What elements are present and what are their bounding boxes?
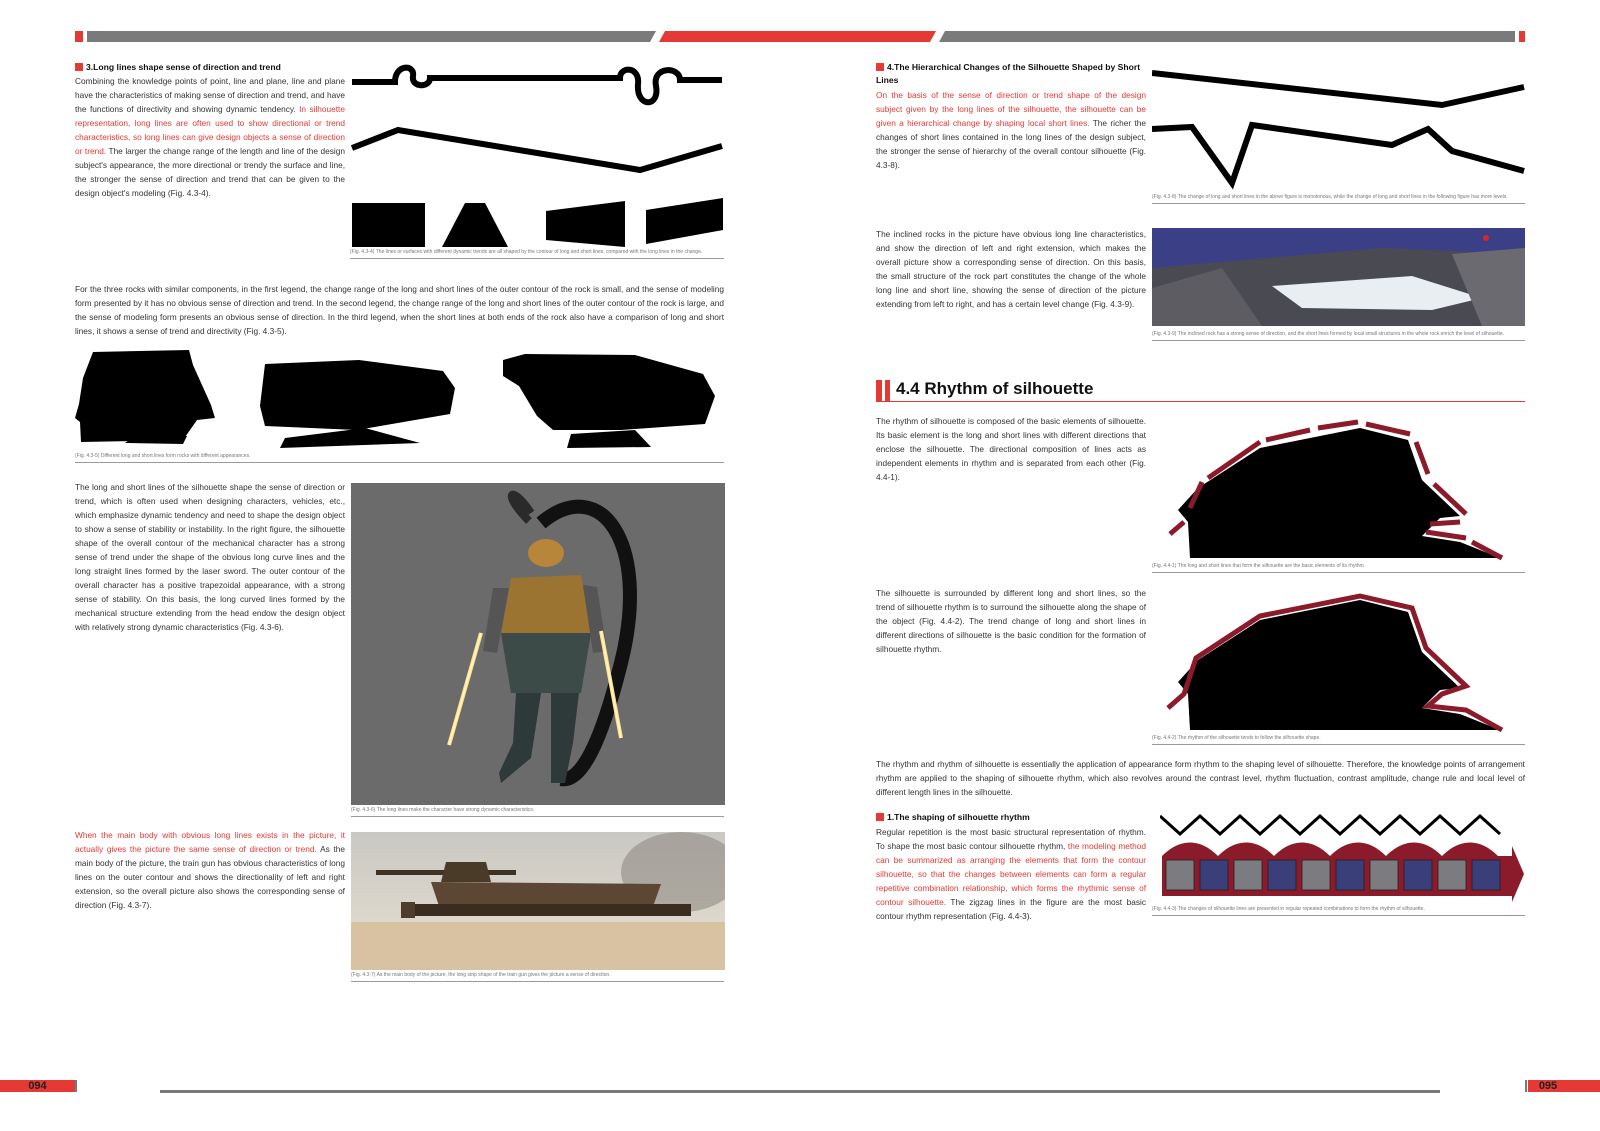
figure-4-3-6-caption: (Fig. 4.3-6) The long lines make the character have strong dynamic characteristics. — [351, 807, 724, 817]
gun-turret — [441, 862, 491, 882]
mech-head — [528, 539, 564, 567]
section-4-heading: 4.The Hierarchical Changes of the Silhouette Shaped by Short Lines — [876, 62, 1141, 85]
figure-4-4-1-caption: (Fig. 4.4-1) The long and short lines that form the silhouette are the basic elements of its rhythm. — [1152, 563, 1525, 573]
train-chassis — [411, 904, 691, 916]
figure-4-4-3-caption: (Fig. 4.4-3) The changes of silhouette lines are presented in regular repeated combinations to form the rhythm of silhouette. — [1152, 906, 1525, 916]
title-underline — [876, 401, 1525, 402]
section-4-4-title: 4.4 Rhythm of silhouette — [896, 379, 1094, 398]
section-4-4-paragraph-4: Regular repetition is the most basic structural representation of rhythm. To shape the most basic contour silhouette rhythm, the modeling method can be summarized as arranging the elements that form the contour silhouette, so that the changes between elements can form a regular repetitive combination relationship, which forms the rhythmic sense of contour silhouette. The zigzag lines in the figure are the most basic contour rhythm representation (Fig. 4.4-3). — [876, 827, 1147, 921]
figure-4-3-5-caption: (Fig. 4.3-5) Different long and short lines form rocks with different appearances. — [75, 453, 724, 463]
figure-4-3-8-caption: (Fig. 4.3-8) The change of long and short lines in the above figure is monotonous, while the change of long and short lines in the following figure has more levels. — [1152, 194, 1525, 204]
figure-4-3-9-caption: (Fig. 4.3-9) The inclined rock has a strong sense of direction, and the short lines formed by local small structures in the whole rock enrich the level of silhouette. — [1152, 331, 1525, 341]
title-accent-bar-2 — [885, 380, 890, 401]
figure-4-3-9-inclined-rock — [1152, 228, 1525, 326]
rock-2 — [260, 360, 455, 430]
wedge-shape — [546, 201, 625, 247]
mech-torso — [501, 575, 591, 635]
trapezoid-shape — [442, 203, 508, 247]
layered-line — [1152, 125, 1524, 183]
top-header-bars — [0, 0, 1600, 50]
figure-4-4-1 — [1160, 418, 1525, 563]
mech-waist — [501, 633, 591, 693]
section-4-paragraph-2: The inclined rocks in the picture have obvious long line characteristics, and show the direction of left and right extension, which makes the overall picture show a corresponding sense of direction. On this basis, the small structure of the rock part constitutes the change of the whole long line and short line, showing the sense of direction of the picture extending from left to right, and has a certain level change (Fig. 4.3-9). — [876, 229, 1146, 309]
figure-4-3-6-mech-character — [351, 483, 725, 805]
footer-rule — [160, 1090, 1440, 1093]
rock-2-base — [280, 428, 420, 448]
sub-heading-shaping-rhythm: 1.The shaping of silhouette rhythm — [876, 811, 1146, 824]
top-right-accent — [1519, 31, 1525, 42]
figure-4-4-3 — [1160, 812, 1525, 908]
section-4-4-paragraph-2: The silhouette is surrounded by different long and short lines, so the trend of silhouette rhythm is to surround the silhouette along the shape of the object (Fig. 4.4-2). The trend change of long and short lines in different directions of silhouette is the basic condition for the formation of silhouette rhythm. — [876, 588, 1146, 654]
zigzag-line — [1160, 816, 1500, 834]
top-left-accent — [75, 31, 83, 42]
figure-4-3-4-caption: (Fig. 4.3-4) The lines or surfaces with different dynamic trends are all shaped by the contour of long and short lines, compared with the long lines in the change. — [350, 249, 724, 259]
rock-3-base — [567, 430, 651, 448]
rock-1 — [75, 350, 215, 442]
section-4-4-paragraph-1: The rhythm of silhouette is composed of the basic elements of silhouette. Its basic element is the long and short lines with different directions that enclose the silhouette. The directional composition of lines acts as independent elements in rhythm and is separated from each other (Fig. 4.4-1). — [876, 416, 1146, 482]
section-3-paragraph-2: For the three rocks with similar components, in the first legend, the change range of the long and short lines of the outer contour of the rock is small, and the sense of modeling form presented by it has no obvious sense of direction and trend. In the second legend, the change range of the long and short lines of the outer contour of the rock is large, and the sense of modeling form presents an obvious sense of direction. In the third legend, when the short lines at both ends of the rock also have a comparison of long and short lines, it shows a sense of trend and directivity (Fig. 4.3-5). — [75, 284, 724, 336]
section-4-paragraph-1: On the basis of the sense of direction or trend shape of the design subject given by the long lines of the silhouette, the silhouette can be given a hierarchical change by shaping local short lines. The richer the changes of short lines contained in the long lines of the design subject, the stronger the sense of hierarchy of the overall contour silhouette (Fig. 4.3-8). — [876, 90, 1147, 170]
section-3-paragraph-3: The long and short lines of the silhouette shape the sense of direction or trend, which is often used when designing characters, vehicles, etc., which emphasize dynamic tendency and need to shape the design object to show a sense of stability or instability. In the right figure, the silhouette shape of the overall contour of the mechanical character has a strong sense of trend under the shape of the obvious long curve lines and the long straight lines formed by the laser sword. The outer contour of the overall character has a positive trapezoidal appearance, with a strong sense of stability. On this basis, the long curved lines formed by the mechanical structure extending from the head endow the design object with relatively strong dynamic characteristics (Fig. 4.3-6). — [75, 482, 345, 632]
rock-1-base — [125, 436, 187, 444]
figure-4-3-7-train-gun — [351, 832, 725, 970]
title-accent-bar-1 — [876, 380, 882, 401]
page-number-right: 095 — [1538, 1080, 1558, 1092]
figure-4-4-2 — [1160, 590, 1525, 735]
section-3-paragraph-4: When the main body with obvious long lines exists in the picture, it actually gives the picture the same sense of direction or trend. As the main body of the picture, the train gun has obvious characteristics of long lines on the outer contour and shows the directionality of left and right extension, so the overall picture also shows the corresponding sense of direction (Fig. 4.3-7). — [75, 830, 345, 910]
figure-4-3-5-rocks — [75, 350, 725, 452]
figure-4-4-2-caption: (Fig. 4.4-2) The rhythm of the silhouette tends to follow the silhouette shape. — [1152, 735, 1525, 745]
monotonous-line — [1152, 73, 1524, 105]
desert-ground — [351, 922, 725, 970]
section-3-heading: 3.Long lines shape sense of direction and trend — [75, 61, 355, 74]
red-figure — [1483, 235, 1489, 241]
rock-3 — [503, 354, 715, 430]
top-bar-left — [87, 31, 656, 42]
top-bar-center — [659, 31, 936, 42]
rectangle-shape — [352, 203, 425, 247]
wavy-line — [352, 68, 722, 103]
page-number-left: 094 — [28, 1080, 47, 1092]
section-4-4-paragraph-3: The rhythm and rhythm of silhouette is essentially the application of appearance form rhythm to the shaping level of silhouette. Therefore, the knowledge points of arrangement rhythm are applied to the shaping of silhouette rhythm, which also revolves around the contrast level, rhythm fluctuation, contrast amplitude, change rule and local level of different length lines in the silhouette. — [876, 759, 1525, 797]
trend-line — [352, 130, 722, 170]
figure-4-3-7-caption: (Fig. 4.3-7) As the main body of the picture, the long strip shape of the train gun gives the picture a sense of direction. — [351, 972, 724, 982]
footer-left-tick — [75, 1080, 77, 1092]
parallelogram-shape — [646, 198, 723, 244]
figure-4-3-8 — [1152, 55, 1526, 195]
figure-4-3-4 — [350, 58, 725, 258]
silhouette-shape — [1178, 428, 1500, 558]
top-bar-right — [939, 31, 1515, 42]
section-3-paragraph-1: Combining the knowledge points of point, line and plane, line and plane have the characteristics of making sense of direction and trend, and have the functions of directivity and showing dynamic tendency. In silhouette representation, long lines are often used to show directional or trend characteristics, so long lines can give design objects a sense of direction or trend. The larger the change range of the length and line of the design subject's appearance, the more directional or trendy the surface and line, the stronger the sense of direction and trend that can be given to the design object's modeling (Fig. 4.3-4). — [75, 76, 345, 198]
footer-right-tick — [1525, 1080, 1527, 1092]
